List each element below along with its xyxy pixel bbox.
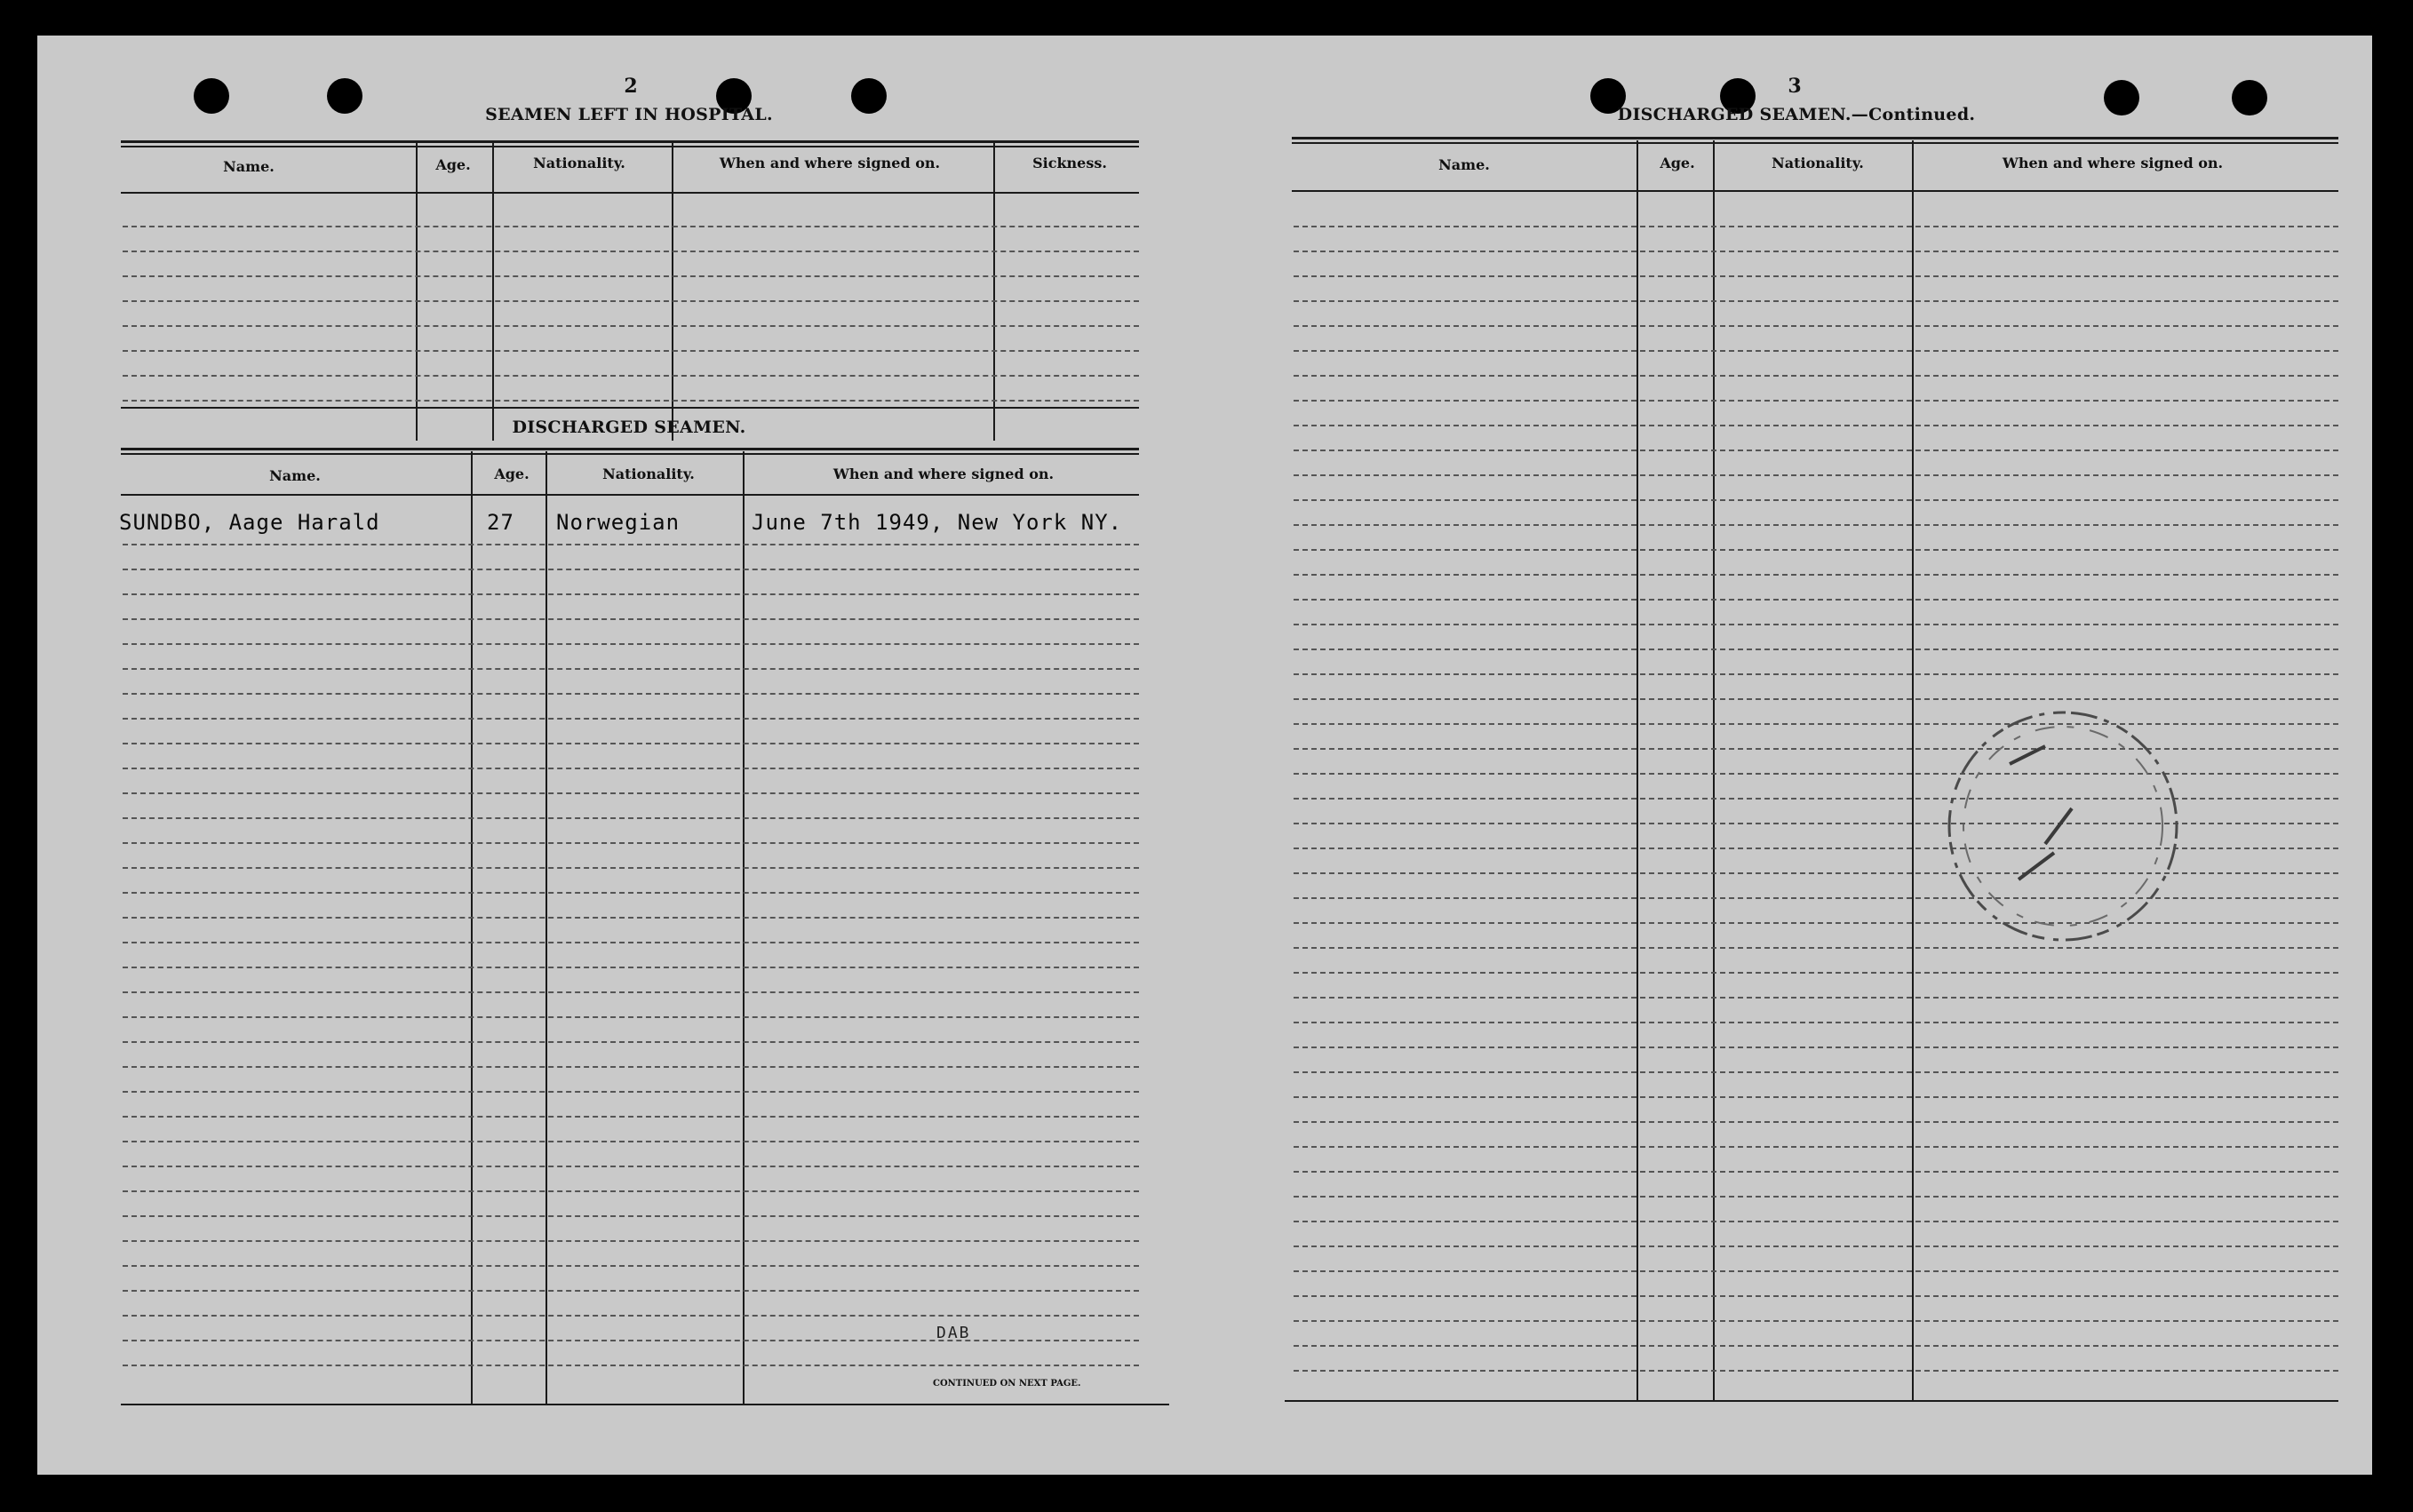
col-header-name: Name.	[1438, 156, 1490, 173]
ruled-line	[1294, 599, 2338, 601]
ruled-line	[1294, 574, 2338, 576]
ruled-line	[1294, 1146, 2338, 1148]
column-divider	[672, 142, 673, 441]
table-bottom-rule	[121, 1404, 1169, 1405]
page-number: 2	[624, 75, 638, 98]
ruled-line	[1294, 997, 2338, 999]
column-divider	[1637, 140, 1638, 1400]
ruled-line	[1294, 1022, 2338, 1023]
column-divider	[492, 142, 494, 441]
section-title-discharged-continued: DISCHARGED SEAMEN.—Continued.	[1617, 105, 1976, 124]
ruled-line	[1294, 1196, 2338, 1198]
table-top-rule	[1292, 142, 2338, 144]
ruled-line	[123, 544, 1139, 545]
ruled-line	[1294, 425, 2338, 426]
table-top-rule	[121, 140, 1139, 143]
section-rule	[121, 407, 1139, 409]
ruled-line	[123, 842, 1139, 844]
col-header-nationality: Nationality.	[533, 155, 625, 171]
punch-hole	[194, 78, 229, 114]
ruled-line	[123, 792, 1139, 794]
ruled-line	[123, 618, 1139, 620]
table-top-rule	[1292, 137, 2338, 139]
ruled-line	[123, 350, 1139, 352]
table-top-rule	[121, 453, 1139, 455]
ruled-line	[123, 991, 1139, 993]
ruled-line	[123, 892, 1139, 894]
ruled-line	[1294, 624, 2338, 625]
ruled-line	[1294, 1245, 2338, 1247]
ruled-line	[1294, 673, 2338, 675]
ruled-line	[1294, 375, 2338, 377]
ruled-line	[1294, 400, 2338, 402]
ruled-line	[123, 967, 1139, 968]
ruled-line	[1294, 1345, 2338, 1347]
punch-hole	[2232, 80, 2267, 115]
ruled-line	[123, 325, 1139, 327]
ruled-line	[1294, 300, 2338, 302]
col-header-sickness: Sickness.	[1032, 155, 1107, 171]
header-rule	[1292, 190, 2338, 192]
ruled-line	[1294, 549, 2338, 551]
ruled-line	[123, 1041, 1139, 1043]
ruled-line	[123, 1091, 1139, 1093]
table-top-rule	[121, 448, 1139, 450]
ruled-line	[1294, 474, 2338, 476]
ruled-line	[1294, 649, 2338, 650]
ruled-line	[1294, 499, 2338, 501]
column-divider	[416, 142, 418, 441]
column-divider	[1912, 140, 1914, 1400]
ruled-line	[1294, 1096, 2338, 1098]
ruled-line	[1294, 1320, 2338, 1322]
header-rule	[121, 192, 1139, 194]
seaman-name: SUNDBO, Aage Harald	[119, 510, 380, 535]
ruled-line	[1294, 1295, 2338, 1297]
ruled-line	[123, 867, 1139, 869]
ruled-line	[1294, 1171, 2338, 1173]
handwritten-initials: DAB	[936, 1324, 971, 1342]
ruled-line	[123, 1166, 1139, 1167]
continued-footer: CONTINUED ON NEXT PAGE.	[933, 1379, 1081, 1389]
ruled-line	[123, 743, 1139, 744]
ruled-line	[123, 1016, 1139, 1018]
seaman-nationality: Norwegian	[556, 510, 681, 535]
ruled-line	[123, 1141, 1139, 1142]
ruled-line	[1294, 1121, 2338, 1123]
column-divider	[1713, 140, 1715, 1400]
ruled-line	[123, 1315, 1139, 1317]
ruled-line	[123, 1066, 1139, 1068]
col-header-signed-on: When and where signed on.	[832, 466, 1055, 482]
ruled-line	[123, 817, 1139, 819]
punch-hole	[2104, 80, 2139, 115]
ruled-line	[123, 251, 1139, 252]
column-divider	[993, 142, 995, 441]
ruled-line	[123, 1116, 1139, 1118]
ruled-line	[1294, 1270, 2338, 1272]
col-header-nationality: Nationality.	[1772, 155, 1864, 171]
ruled-line	[1294, 450, 2338, 451]
seaman-age: 27	[487, 510, 514, 535]
ruled-line	[1294, 275, 2338, 277]
ruled-line	[123, 1340, 1139, 1341]
ruled-line	[1294, 524, 2338, 526]
ruled-line	[123, 226, 1139, 227]
ruled-line	[123, 569, 1139, 570]
ruled-line	[1294, 251, 2338, 252]
col-header-age: Age.	[1660, 155, 1695, 171]
ruled-line	[1294, 1221, 2338, 1222]
ruled-line	[123, 768, 1139, 769]
ruled-line	[123, 1290, 1139, 1292]
page-number: 3	[1788, 75, 1802, 98]
section-title-hospital: SEAMEN LEFT IN HOSPITAL.	[485, 105, 773, 124]
ruled-line	[123, 1190, 1139, 1192]
ruled-line	[123, 917, 1139, 919]
ruled-line	[123, 1240, 1139, 1242]
table-top-rule	[121, 146, 1139, 147]
col-header-nationality: Nationality.	[602, 466, 695, 482]
ruled-line	[1294, 1370, 2338, 1372]
ruled-line	[123, 1215, 1139, 1217]
col-header-name: Name.	[269, 467, 321, 484]
ruled-line	[1294, 325, 2338, 327]
ruled-line	[123, 643, 1139, 645]
punch-hole	[851, 78, 887, 114]
table-bottom-rule	[1285, 1400, 2338, 1402]
ruled-line	[123, 375, 1139, 377]
ruled-line	[1294, 1046, 2338, 1048]
ruled-line	[1294, 698, 2338, 700]
ruled-line	[1294, 972, 2338, 974]
ruled-line	[123, 1265, 1139, 1267]
ruled-line	[1294, 226, 2338, 227]
ruled-line	[123, 275, 1139, 277]
col-header-age: Age.	[494, 466, 530, 482]
ruled-line	[1294, 1071, 2338, 1073]
ruled-line	[123, 668, 1139, 670]
col-header-name: Name.	[223, 158, 275, 175]
col-header-age: Age.	[435, 156, 471, 173]
col-header-signed-on: When and where signed on.	[719, 155, 941, 171]
seaman-signed-on: June 7th 1949, New York NY.	[752, 510, 1123, 535]
ruled-line	[123, 718, 1139, 720]
section-title-discharged: DISCHARGED SEAMEN.	[512, 418, 746, 437]
header-rule	[121, 494, 1139, 496]
col-header-signed-on: When and where signed on.	[2002, 155, 2224, 171]
ruled-line	[123, 942, 1139, 943]
ruled-line	[123, 1365, 1139, 1366]
ruled-line	[123, 693, 1139, 695]
punch-hole	[327, 78, 362, 114]
ruled-line	[123, 400, 1139, 402]
ruled-line	[123, 593, 1139, 595]
document-sheet	[37, 36, 2372, 1475]
ruled-line	[123, 300, 1139, 302]
ruled-line	[1294, 350, 2338, 352]
date-stamp	[1939, 702, 2187, 951]
